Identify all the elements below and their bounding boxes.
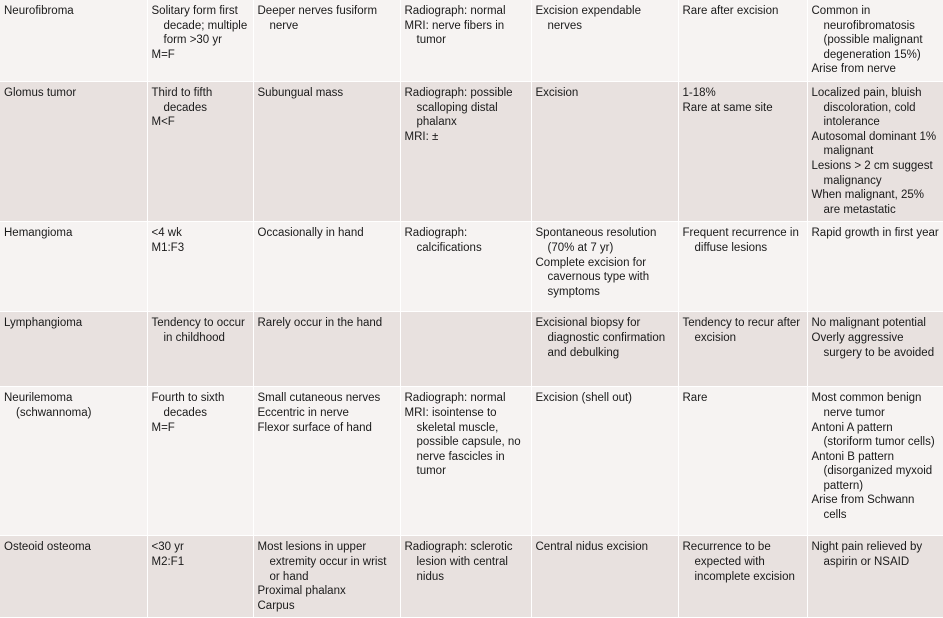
comments-line: Most common benign nerve tumor: [811, 392, 922, 419]
table-row: [0, 387, 943, 536]
location-line: Carpus: [257, 599, 295, 612]
comments-line: Arise from Schwann cells: [811, 494, 915, 522]
location-line: Rarely occur in the hand: [257, 317, 383, 330]
recurrence-line: Tendency to recur after excision: [682, 317, 801, 344]
comments-line: Lesions > 2 cm suggest malignancy: [811, 159, 933, 187]
cell-comments: [807, 81, 943, 221]
cell-comments: [807, 222, 943, 312]
comments-line: When malignant, 25% are metastatic: [811, 189, 925, 216]
tumor-name: Neurilemoma (schwannoma): [4, 392, 92, 419]
location-line: Small cutaneous nerves: [257, 392, 381, 405]
cell-treatment: [531, 0, 678, 81]
cell-recurrence: [678, 312, 807, 387]
imaging-line: MRI: isointense to skeletal muscle, possible capsule, no nerve fascicles in tumor: [404, 406, 521, 478]
imaging-line: Radiograph: normal: [404, 392, 506, 405]
age-line: <4 wk: [151, 227, 182, 240]
cell-name: [0, 387, 147, 536]
cell-location: [253, 387, 400, 536]
cell-treatment: [531, 312, 678, 387]
comments-line: Overly aggressive surgery to be avoided: [811, 331, 935, 359]
recurrence-line: Recurrence to be expected with incomplete excision: [682, 541, 795, 583]
imaging-line: MRI: nerve fibers in tumor: [404, 19, 505, 47]
cell-name: [0, 0, 147, 81]
comments-line: Arise from nerve: [811, 63, 896, 76]
location-line: Occasionally in hand: [257, 227, 364, 240]
imaging-line: MRI: ±: [404, 130, 439, 143]
age-line: Tendency to occur in childhood: [151, 317, 245, 344]
age-line: Third to fifth decades: [151, 86, 213, 114]
table-row: [0, 312, 943, 387]
age-line: <30 yr: [151, 541, 184, 554]
cell-treatment: [531, 222, 678, 312]
location-line: Deeper nerves fusiform nerve: [257, 5, 378, 32]
tumor-name: Glomus tumor: [4, 86, 77, 99]
cell-imaging: [400, 312, 531, 387]
cell-age: [147, 0, 253, 81]
cell-imaging: [400, 536, 531, 618]
age-line: M1:F3: [151, 241, 185, 254]
cell-imaging: [400, 222, 531, 312]
cell-location: [253, 536, 400, 618]
location-line: Flexor surface of hand: [257, 421, 372, 434]
comments-line: Common in neurofibromatosis (possible malignant degeneration 15%): [811, 5, 923, 61]
cell-comments: [807, 536, 943, 618]
cell-name: [0, 312, 147, 387]
treatment-line: Complete excision for cavernous type with symptoms: [535, 256, 650, 298]
treatment-line: Spontaneous resolution (70% at 7 yr): [535, 227, 657, 254]
comments-line: Autosomal dominant 1% malignant: [811, 130, 937, 158]
location-line: Eccentric in nerve: [257, 406, 349, 419]
cell-treatment: [531, 536, 678, 618]
cell-name: [0, 81, 147, 221]
treatment-line: Excision: [535, 86, 579, 99]
age-line: M2:F1: [151, 555, 185, 568]
cell-location: [253, 222, 400, 312]
comments-line: Localized pain, bluish discoloration, cold intolerance: [811, 86, 922, 129]
cell-recurrence: [678, 222, 807, 312]
cell-recurrence: [678, 0, 807, 81]
cell-imaging: [400, 0, 531, 81]
tumor-name: Osteoid osteoma: [4, 541, 91, 554]
cell-imaging: [400, 387, 531, 536]
cell-location: [253, 0, 400, 81]
treatment-line: Excision expendable nerves: [535, 5, 641, 32]
recurrence-line: 1-18%: [682, 86, 716, 99]
table-row: [0, 81, 943, 221]
imaging-line: Radiograph: possible scalloping distal phalanx: [404, 86, 513, 129]
location-line: Subungual mass: [257, 86, 344, 99]
treatment-line: Excisional biopsy for diagnostic confirmation and debulking: [535, 317, 666, 359]
comments-line: No malignant potential: [811, 317, 926, 330]
cell-comments: [807, 0, 943, 81]
table-row: [0, 0, 943, 81]
cell-recurrence: [678, 81, 807, 221]
comments-line: Rapid growth in first year: [811, 227, 939, 240]
tumor-name: Lymphangioma: [4, 317, 83, 330]
cell-recurrence: [678, 387, 807, 536]
imaging-line: Radiograph: sclerotic lesion with central nidus: [404, 541, 513, 583]
cell-name: [0, 222, 147, 312]
cell-imaging: [400, 81, 531, 221]
tumor-name: Hemangioma: [4, 227, 73, 240]
treatment-line: Central nidus excision: [535, 541, 649, 554]
age-line: M=F: [151, 421, 175, 434]
cell-comments: [807, 387, 943, 536]
recurrence-line: Rare: [682, 392, 708, 405]
age-line: M=F: [151, 48, 175, 61]
location-line: Proximal phalanx: [257, 585, 346, 598]
comments-line: Antoni A pattern (storiform tumor cells): [811, 421, 935, 449]
cell-age: [147, 536, 253, 618]
cell-age: [147, 312, 253, 387]
comments-line: Antoni B pattern (disorganized myxoid pattern): [811, 450, 933, 492]
recurrence-line: Rare at same site: [682, 101, 773, 114]
location-line: Most lesions in upper extremity occur in wrist or hand: [257, 541, 387, 583]
recurrence-line: Frequent recurrence in diffuse lesions: [682, 227, 799, 254]
cell-age: [147, 81, 253, 221]
cell-age: [147, 222, 253, 312]
treatment-line: Excision (shell out): [535, 392, 633, 405]
cell-treatment: [531, 81, 678, 221]
comments-line: Night pain relieved by aspirin or NSAID: [811, 541, 923, 568]
age-line: M<F: [151, 116, 175, 129]
cell-recurrence: [678, 536, 807, 618]
table-row: [0, 222, 943, 312]
cell-name: [0, 536, 147, 618]
recurrence-line: Rare after excision: [682, 5, 779, 17]
age-line: Fourth to sixth decades: [151, 392, 225, 419]
cell-age: [147, 387, 253, 536]
age-line: Solitary form first decade; multiple form >30 yr: [151, 5, 248, 47]
cell-comments: [807, 312, 943, 387]
cell-location: [253, 81, 400, 221]
imaging-line: Radiograph: calcifications: [404, 227, 482, 254]
tumor-name: Neurofibroma: [4, 5, 74, 17]
cell-treatment: [531, 387, 678, 536]
cell-location: [253, 312, 400, 387]
imaging-line: Radiograph: normal: [404, 5, 506, 17]
table-row: [0, 536, 943, 618]
